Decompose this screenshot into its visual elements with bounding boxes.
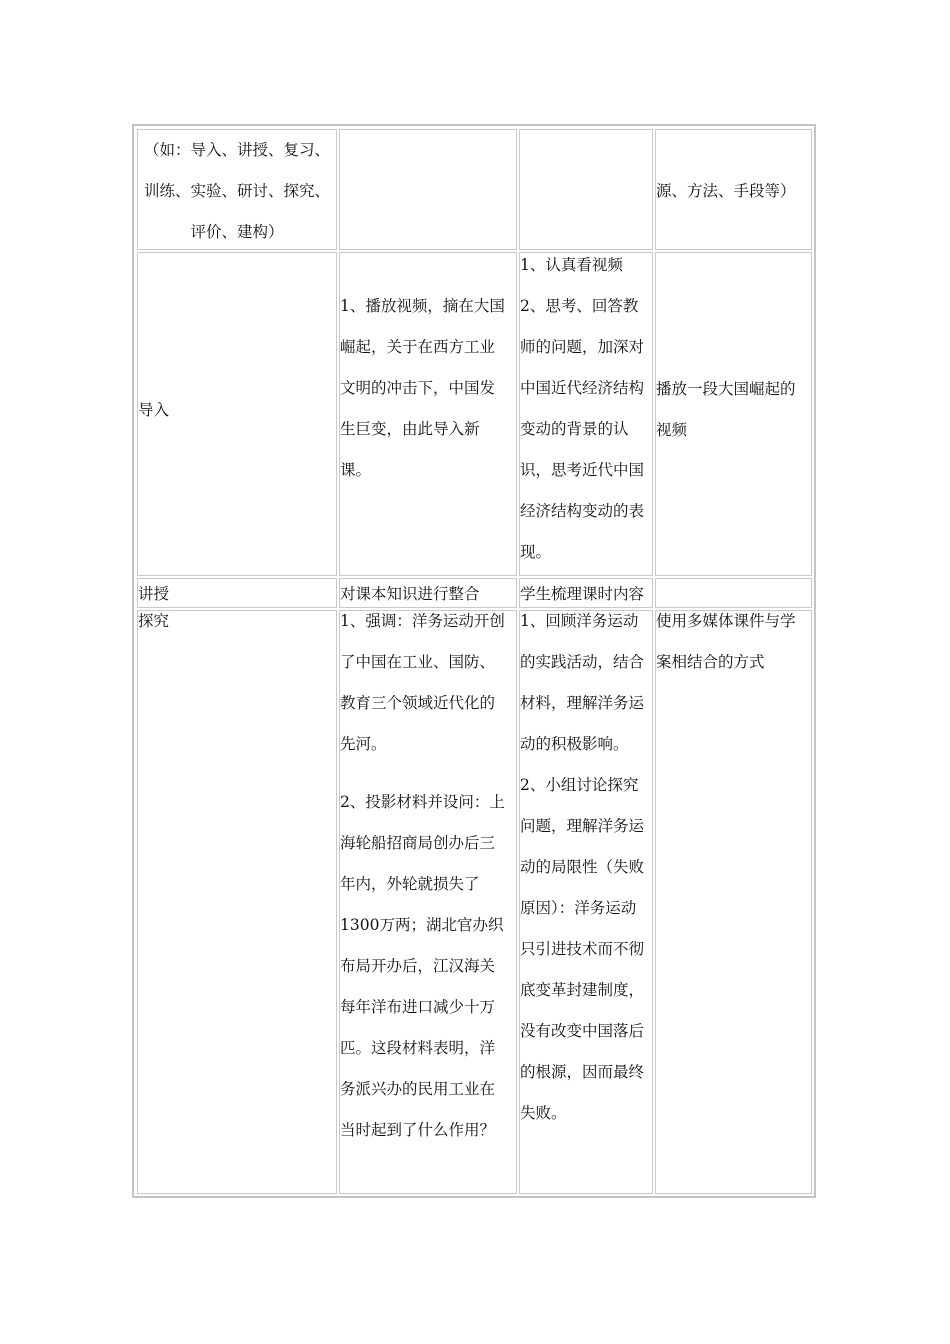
row-lecture-student-cell: [519, 578, 653, 608]
lesson-plan-table: [132, 124, 816, 1198]
header-cell-method: [655, 129, 812, 250]
row-intro-stage: 导入: [138, 401, 170, 419]
header-cell-teacher: [339, 129, 517, 250]
row-inquiry-stage-cell: [137, 610, 337, 1194]
row-lecture-student: 学生梳理课时内容: [520, 585, 645, 603]
row-inquiry-method: 使用多媒体课件与学 案相结合的方式: [656, 612, 796, 671]
row-intro-teacher: 1、播放视频，摘在大国 崛起，关于在西方工业 文明的冲击下，中国发 生巨变，由此导入新 课。: [340, 297, 505, 479]
row-lecture-method-cell: [655, 578, 812, 608]
row-lecture-teacher-cell: [339, 578, 517, 608]
row-inquiry-teacher-cell: [339, 610, 517, 1194]
row-intro-method-cell: [655, 252, 812, 576]
row-inquiry-teacher-a: 1、强调：洋务运动开创 了中国在工业、国防、 教育三个领域近代化的 先河。: [340, 612, 505, 753]
row-intro-student-cell: [519, 252, 653, 576]
row-intro-method: 播放一段大国崛起的 视频: [656, 380, 796, 439]
row-inquiry-student: 1、回顾洋务运动 的实践活动，结合 材料，理解洋务运 动的积极影响。 2、小组讨论探究 问题，理解洋务运 动的局限性（失败 原因）：洋务运动 只引进技术而不彻 底变革封建制度， 没有改变中国落后 的根源，因而最终 失败。: [520, 612, 645, 1122]
row-intro-student: 1、认真看视频 2、思考、回答教 师的问题，加深对 中国近代经济结构 变动的背景的认 识，思考近代中国 经济结构变动的表 现。: [520, 256, 645, 561]
header-stage-text: （如：导入、讲授、复习、 训练、实验、研讨、探究、 评价、建构）: [143, 141, 330, 241]
row-lecture-teacher: 对课本知识进行整合: [340, 585, 480, 603]
header-cell-stage: [137, 129, 337, 250]
row-intro-teacher-cell: [339, 252, 517, 576]
row-inquiry-teacher-b: 2、投影材料并设问：上 海轮船招商局创办后三 年内，外轮就损失了 1300万两；湖北官办织 布局开办后，江汉海关 每年洋布进口减少十万 匹。这段材料表明，洋 务派兴办的民用工业在 当时起到了什么作用？: [340, 793, 505, 1139]
header-cell-student: [519, 129, 653, 250]
header-method-text: 源、方法、手段等）: [656, 182, 796, 200]
row-inquiry-stage: 探究: [138, 612, 170, 630]
row-intro-stage-cell: [137, 252, 337, 576]
row-lecture-stage-cell: [137, 578, 337, 608]
row-inquiry-student-cell: [519, 610, 653, 1194]
row-inquiry-method-cell: [655, 610, 812, 1194]
row-lecture-stage: 讲授: [138, 585, 170, 603]
